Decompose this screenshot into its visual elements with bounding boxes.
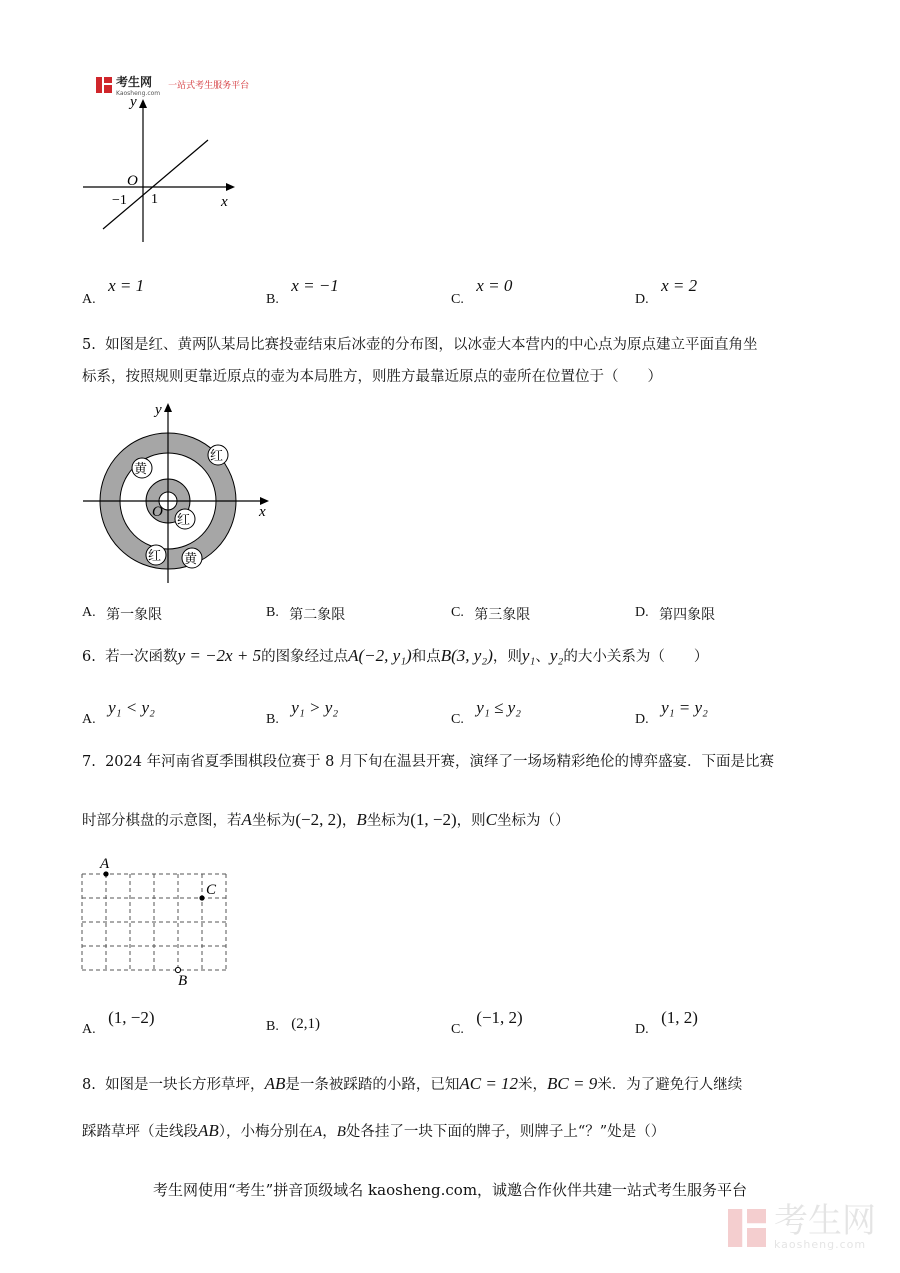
q4-option-b[interactable]: B. x = −1	[266, 276, 339, 307]
q7-text-line2: 时部分棋盘的示意图，若A坐标为(−2, 2)，B坐标为(1, −2)，则C坐标为（）	[82, 810, 570, 829]
svg-text:黄: 黄	[134, 461, 148, 476]
q6-point-b: B(3, y₂)	[440, 646, 493, 665]
watermark	[728, 1201, 876, 1251]
q6-function: y = −2x + 5	[177, 646, 262, 665]
q8-text-line1: 8. 如图是一块长方形草坪，AB是一条被踩踏的小路，已知AC = 12米，BC = 9米．为了避免行人继续	[82, 1074, 743, 1093]
q7-option-b[interactable]: B. (2,1)	[266, 1016, 321, 1034]
stone-red-q4-near	[175, 509, 195, 529]
q5-text-line1: 如图是红、黄两队某局比赛投壶结束后冰壶的分布图，以冰壶大本营内的中心点为原点建立平面直角坐	[105, 337, 758, 353]
q7-text-line1: 2024 年河南省夏季围棋段位赛于 8 月下旬在温县开赛，演绎了一场场精彩绝伦的博弈盛宴．下面是比赛	[105, 754, 775, 770]
watermark-logo-icon	[728, 1209, 766, 1247]
watermark-domain: kaosheng.com	[774, 1238, 867, 1251]
graph-line	[103, 140, 208, 229]
svg-text:红: 红	[210, 448, 224, 463]
svg-text:红: 红	[148, 548, 162, 563]
board-grid	[82, 874, 226, 970]
q6-option-c[interactable]: C. y₁ ≤ y₂	[451, 698, 522, 727]
q4-option-a[interactable]: A. x = 1	[82, 276, 145, 307]
q5-option-d[interactable]: D. 第四象限	[635, 605, 716, 623]
page-footer: 考生网使用“考生”拼音顶级域名 kaosheng.com，诚邀合作伙伴共建一站式考生服务平台	[152, 1181, 748, 1199]
q6-text: 6. 若一次函数y = −2x + 5的图象经过点A(−2, y₁)和点B(3, y₂)，则y₁、y₂的大小关系为（ ）	[82, 646, 709, 665]
logo-name: 考生网	[116, 75, 153, 89]
point-b	[175, 967, 180, 972]
stone-red-q1	[208, 445, 228, 465]
q7-go-board	[78, 852, 238, 992]
q8-number: 8.	[82, 1077, 96, 1093]
q6-number: 6.	[82, 649, 96, 665]
q5-text	[82, 329, 822, 393]
q5-number: 5.	[82, 337, 96, 353]
logo-slogan: 一站式考生服务平台	[168, 81, 250, 91]
label-a: A	[100, 856, 110, 872]
svg-text:黄: 黄	[184, 551, 198, 566]
q5-option-a[interactable]: A. 第一象限	[82, 605, 163, 623]
y-axis-label: y	[155, 402, 162, 418]
q5-curling-figure	[78, 398, 278, 598]
tick-neg-one: −1	[112, 193, 127, 208]
y-axis-arrow	[139, 99, 147, 108]
y-axis-arrow	[164, 403, 172, 412]
q7-number: 7.	[82, 754, 96, 770]
q7-option-d[interactable]: D. (1, 2)	[635, 1008, 698, 1037]
y-axis-label: y	[130, 94, 137, 110]
q4-line-graph	[78, 92, 248, 252]
point-c	[199, 895, 204, 900]
label-c: C	[206, 882, 217, 898]
q4-option-c[interactable]: C. x = 0	[451, 276, 513, 307]
x-axis-label: x	[259, 504, 266, 520]
q6-option-d[interactable]: D. y₁ = y₂	[635, 698, 708, 727]
watermark-name: 考生网	[774, 1201, 876, 1241]
q5-option-c[interactable]: C. 第三象限	[451, 605, 531, 623]
tick-one: 1	[151, 192, 158, 207]
x-axis-label: x	[221, 194, 228, 210]
q6-option-a[interactable]: A. y₁ < y₂	[82, 698, 155, 727]
q5-option-b[interactable]: B. 第二象限	[266, 605, 346, 623]
q7-option-c[interactable]: C. (−1, 2)	[451, 1008, 523, 1037]
kaosheng-logo-icon	[96, 77, 112, 93]
label-b: B	[178, 973, 188, 989]
q7-option-a[interactable]: A. (1, −2)	[82, 1008, 155, 1037]
x-axis-arrow	[226, 183, 235, 191]
point-a	[103, 871, 108, 876]
origin-label: O	[152, 504, 163, 520]
stone-yellow-q4	[182, 548, 202, 568]
q4-option-d[interactable]: D. x = 2	[635, 276, 698, 307]
stone-yellow-q2	[132, 458, 152, 478]
q6-option-b[interactable]: B. y₁ > y₂	[266, 698, 339, 727]
q7-text	[82, 746, 852, 837]
q5-text-line2: 标系，按照规则更靠近原点的壶为本局胜方，则胜方最靠近原点的壶所在位置位于（ ）	[82, 369, 662, 385]
q6-point-a: A(−2, y₁)	[348, 646, 412, 665]
q8-text	[82, 1068, 842, 1148]
svg-text:红: 红	[177, 512, 191, 527]
logo-domain: Kaosheng.com	[116, 90, 161, 97]
q8-text-line2: 踩踏草坪（走线段AB），小梅分别在A，B处各挂了一块下面的牌子，则牌子上“？”处是（）	[82, 1121, 666, 1140]
origin-label: O	[127, 173, 138, 189]
stone-red-q3	[146, 545, 166, 565]
